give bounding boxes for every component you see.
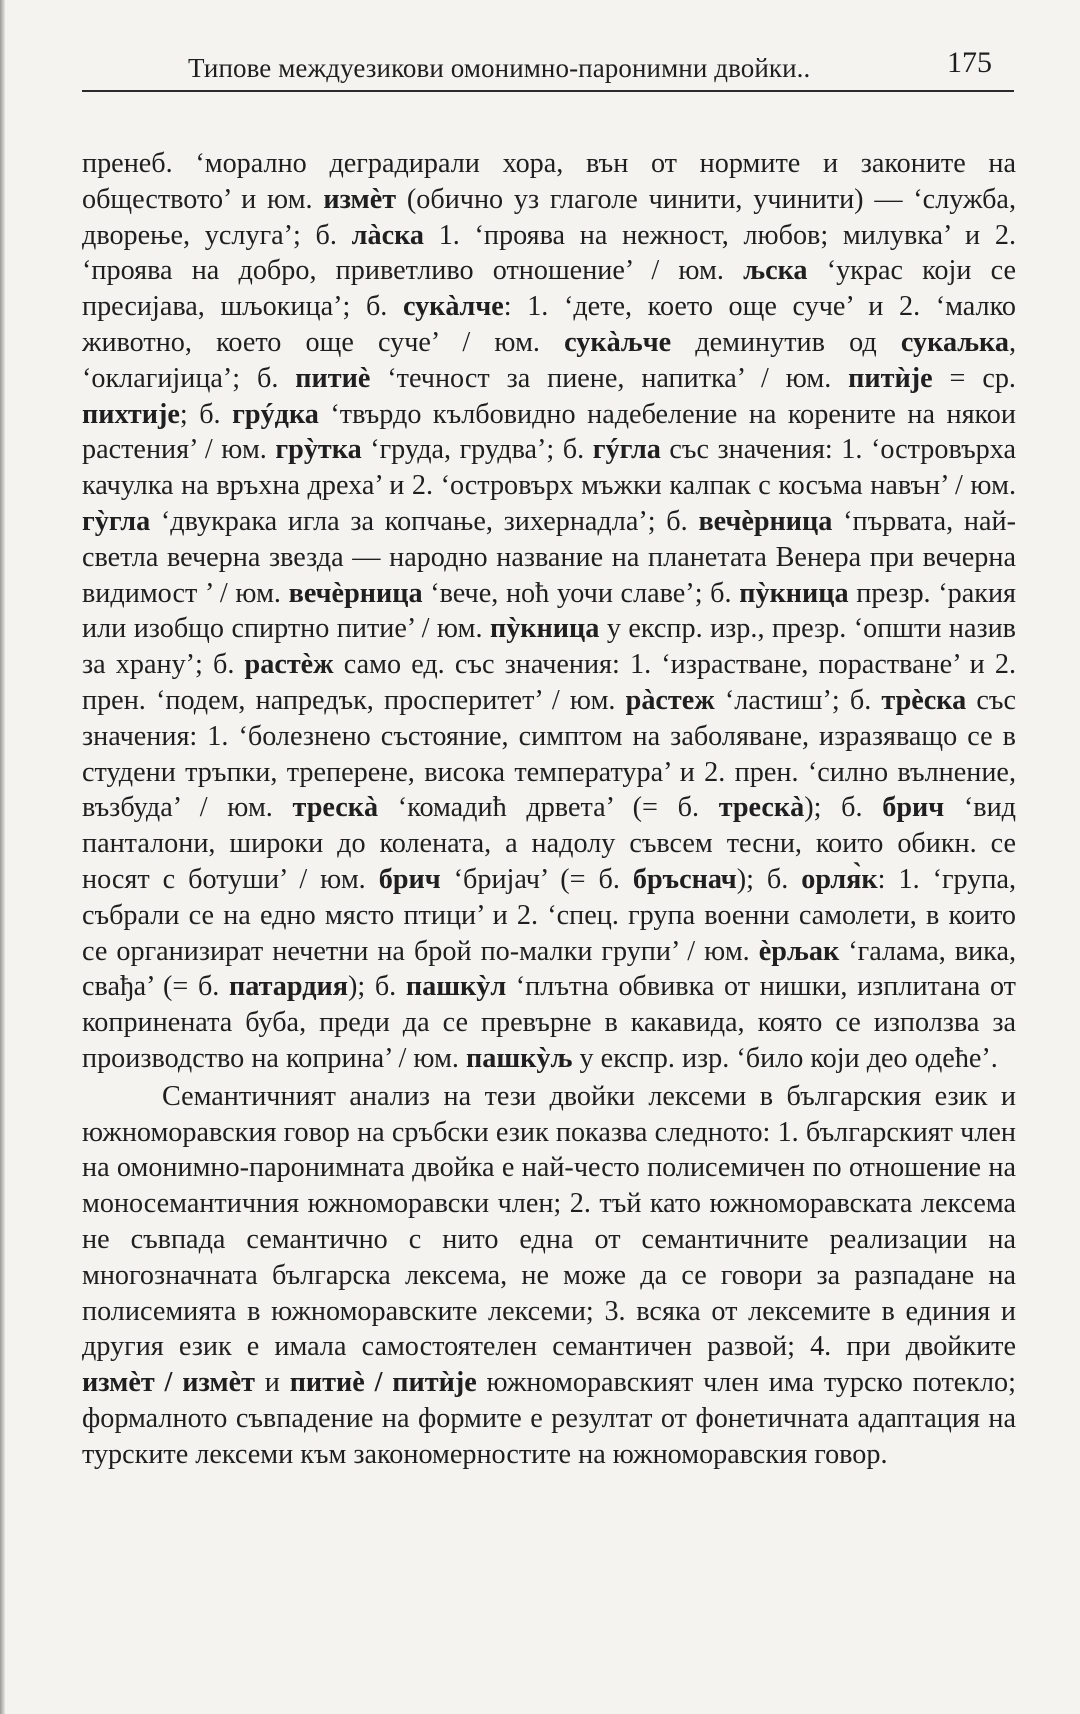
running-header [82,42,1014,92]
text-run: пренеб. ‘морално деградирали хора, вън от нормите и законите на обществото’ и юм. [82,148,1016,215]
text-run: у експр. изр., презр. ‘општи назив за храну’; б. [82,613,1016,681]
headword: лàска [351,219,424,251]
text-run: деминутив од [671,326,901,358]
text-run: ‘комадић дрвета’ (= б. [378,792,719,824]
text-run: ); б. [736,863,802,895]
text-run: (обично уз глаголе чинити, учинити) — ‘служба, дворење, услуга’; б. [82,183,1016,251]
text-run: ‘украс који се пресијава, шљокица’; б. [82,255,1016,323]
text-run: и [254,1367,290,1399]
headword: питиѐ / питѝје [289,1367,477,1399]
text-run: ‘първата, най-светла вечерна звезда — народно название на планетата Венера при вечерна видимост ’ / юм. [82,505,1016,609]
text-run: ‘бријач’ (= б. [440,863,633,895]
headword: трèска [881,684,967,716]
text-run: : 1. ‘група, събрали се на едно място птици’ и 2. ‘спец. група военни самолети, в които се организират нечетни на брой по-малки групи’ / юм. [82,863,1017,967]
text-run: със значения: 1. ‘островърха качулка на връхна дреха’ и 2. ‘островърх мъжки калпак с косъма навън’ / юм. [82,434,1017,502]
headword: гỳгла [82,505,151,537]
headword: љска [743,255,808,287]
body-text [82,146,1016,1472]
headword: сукàљче [564,326,672,358]
text-run: , ‘оклагијица’; б. [82,326,1016,394]
headword: грỳтка [275,434,362,466]
headword: орля̀к [801,863,878,895]
headword: трескà [718,792,805,824]
headword: вечèрница [698,505,833,537]
headword: ѐрљак [758,935,840,967]
text-run: у експр. изр. ‘било који део одеће’. [572,1042,998,1074]
text-run: само ед. със значения: 1. ‘израстване, порастване’ и 2. прен. ‘подем, напредък, просперитет’ / юм. [82,649,1016,716]
text-run: южноморавският член има турско потекло; формалното съвпадение на формите е резултат от фонетичната адаптация на турските лексеми към закономерностите на южноморавския говор. [82,1367,1016,1470]
text-run: ; б. [179,398,233,430]
headword: брич [882,792,945,824]
headword: вечѐрница [288,577,423,609]
headword: грýдка [232,398,319,430]
headword: рàстеж [625,684,715,716]
text-run: Семантичният анализ на тези двойки лексеми в българския език и южноморавския говор на сръбски език показва следното: 1. българският член на омонимно-паронимната двойка е най-често полисемичен по отношение на моносемантичния южноморавски член; 2. тъй като южноморавската лексема не съвпада семантично с нито една от семантичните реализации на многозначната българска лексема, не може да се говори за разпадане на полисемията в южноморавските лексеми; 3. всяка от лексемите в единия и другия език е имала самостоятелен семантичен развой; 4. при двойките [82,1080,1016,1363]
text-run: ); б. [347,971,406,1003]
text-run: ‘вече, ноћ уочи славе’; б. [422,577,740,609]
headword: бръснач [632,863,737,895]
running-title: Типове междуезикови омонимно-паронимни двойки.. [188,53,811,83]
text-run: ‘ластиш’; б. [714,684,882,716]
text-run: ‘течност за пиене, напитка’ / юм. [370,362,849,394]
headword: гýгла [592,434,661,466]
headword: растѐж [244,649,334,681]
headword: трескà [292,792,379,824]
headword: измѐт [323,183,397,215]
headword: пашкỳл [405,971,507,1003]
headword: брич [378,863,441,895]
paragraph-2 [82,1079,1016,1473]
text-run: = ср. [932,362,1016,394]
text-run: ‘груда, грудва’; б. [361,434,593,466]
text-run: със значения: 1. ‘болезнено състояние, симптом на заболяване, изразяващо се в студени тръпки, треперене, висока температура’ и 2. прен. ‘силно вълнение, възбуда’ / юм. [82,684,1016,824]
headword: пашкỳљ [466,1042,573,1074]
headword: сукàлче [402,291,504,323]
headword: патардия [229,971,348,1003]
text-run: ‘вид панталони, широки до колената, а надолу съвсем тесни, които обикн. се носят с ботуши’ / юм. [82,792,1017,895]
text-run: ‘двукрака игла за копчање, зихернадла’; б. [150,505,699,537]
headword: питѝје [848,362,933,394]
page-number: 175 [947,46,992,79]
headword: сукаљка [900,326,1009,358]
paragraph-1 [82,146,1016,1077]
text-run: ‘галама, вика, свађа’ (= б. [82,935,1016,1003]
headword: измèт / измѐт [82,1367,255,1399]
text-run: 1. ‘проява на нежност, любов; милувка’ и 2. ‘проява на добро, приветливо отношение’ / юм. [82,219,1016,287]
text-run: ); б. [804,792,883,824]
text-run: ‘твърдо кълбовидно надебеление на корените на някои растения’ / юм. [82,398,1016,466]
text-run: : 1. ‘дете, което още суче’ и 2. ‘малко животно, което още суче’ / юм. [82,291,1016,358]
text-run: презр. ‘ракия или изобщо спиртно питие’ / юм. [82,577,1017,645]
headword: пỳкница [739,577,849,609]
page-edge [0,0,5,1714]
headword: пỳкница [489,613,600,645]
headword: питиѐ [295,362,371,394]
text-run: ‘плътна обвивка от нишки, изплитана от копринената буба, преди да се превърне в какавида, която се използва за производство на коприна’ / юм. [82,971,1016,1074]
headword: пихтије [82,398,180,430]
